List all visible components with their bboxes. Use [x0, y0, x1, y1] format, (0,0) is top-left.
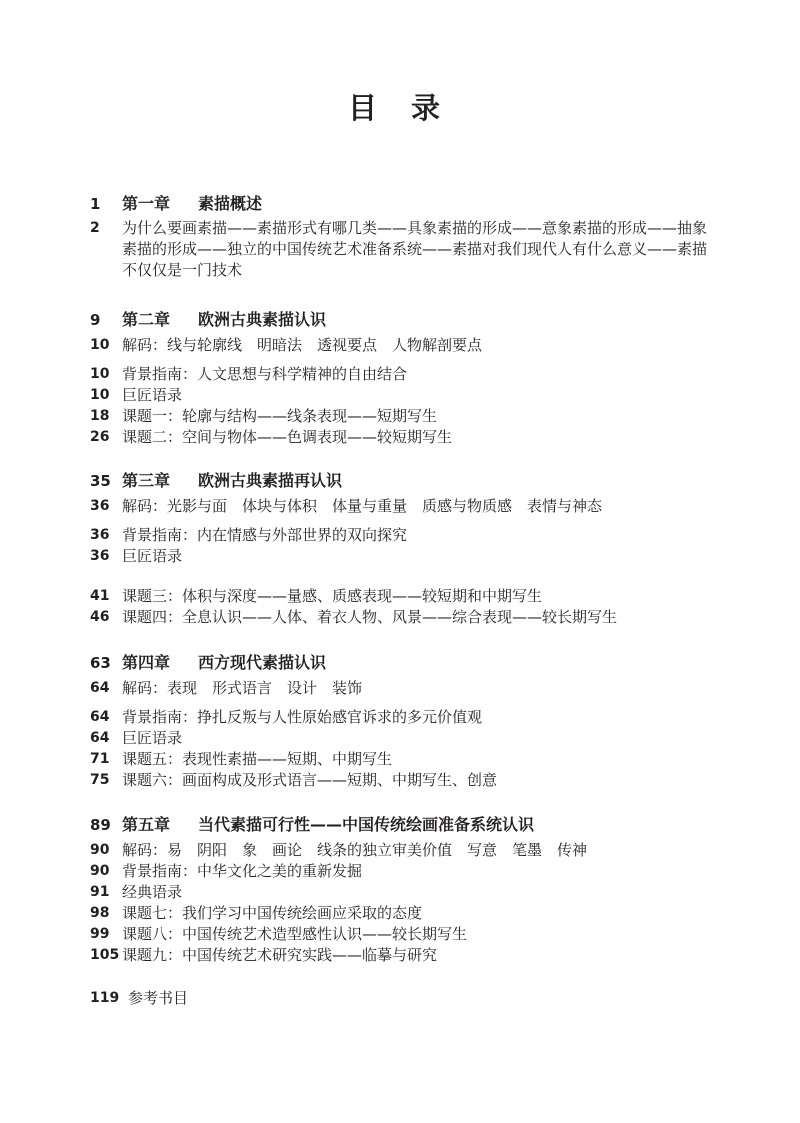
page-number: 63	[90, 654, 111, 672]
page-number: 41	[90, 588, 110, 604]
chapter-title: 欧洲古典素描认识	[198, 310, 327, 329]
chapter-number: 第五章	[122, 815, 171, 834]
page-number: 35	[90, 472, 111, 490]
page-number: 1	[90, 195, 101, 213]
page-number: 64	[90, 709, 110, 725]
entry-text: 课题二：空间与物体——色调表现——较短期写生	[122, 428, 453, 446]
chapter-number: 第二章	[122, 310, 171, 329]
chapter-heading[interactable]	[90, 192, 712, 216]
entry-text: 背景指南：中华文化之美的重新发掘	[122, 862, 363, 880]
page-number: 36	[90, 498, 110, 514]
entry-text: 课题八：中国传统艺术造型感性认识——较长期写生	[122, 925, 468, 943]
entry-text: 参考书目	[128, 989, 189, 1007]
page-number: 89	[90, 816, 111, 834]
chapter-title: 素描概述	[198, 194, 263, 213]
entry-text: 巨匠语录	[122, 729, 183, 747]
entry-text: 巨匠语录	[122, 547, 183, 565]
entry-text: 解码：表现 形式语言 设计 装饰	[122, 679, 363, 697]
chapter-number: 第四章	[122, 653, 171, 672]
entry-text: 背景指南：挣扎反叛与人性原始感官诉求的多元价值观	[122, 708, 483, 726]
entry-text: 经典语录	[122, 883, 183, 901]
entry-text: 课题七：我们学习中国传统绘画应采取的态度	[122, 904, 423, 922]
page-title: 目 录	[347, 91, 453, 125]
page-number: 10	[90, 387, 110, 403]
page-number: 9	[90, 311, 101, 329]
entry-text: 为什么要画素描——素描形式有哪几类——具象素描的形成——意象素描的形成——抽象素描的形成——独立的中国传统艺术准备系统——素描对我们现代人有什么意义——素描不仅仅是一门技术	[122, 219, 708, 279]
entry-text: 背景指南：人文思想与科学精神的自由结合	[122, 365, 408, 383]
chapter-title: 西方现代素描认识	[198, 653, 327, 672]
page-number: 90	[90, 842, 110, 858]
toc-entry[interactable]	[90, 218, 712, 281]
entry-text: 课题四：全息认识——人体、着衣人物、风景——综合表现——较长期写生	[122, 608, 618, 626]
entry-text: 巨匠语录	[122, 386, 183, 404]
page-number: 26	[90, 429, 110, 445]
chapter-number: 第三章	[122, 471, 171, 490]
page-number: 91	[90, 884, 110, 900]
entry-text: 解码：线与轮廓线 明暗法 透视要点 人物解剖要点	[122, 336, 483, 354]
entry-text: 课题一：轮廓与结构——线条表现——短期写生	[122, 407, 438, 425]
page-number: 99	[90, 926, 110, 942]
chapter-number: 第一章	[122, 194, 171, 213]
page-number: 119	[90, 990, 120, 1006]
page-number: 90	[90, 863, 110, 879]
chapter-title: 欧洲古典素描再认识	[198, 471, 343, 490]
page-number: 46	[90, 609, 110, 625]
page-number: 71	[90, 751, 110, 767]
page-number: 36	[90, 548, 110, 564]
entry-text: 课题五：表现性素描——短期、中期写生	[122, 750, 393, 768]
page-number: 10	[90, 337, 110, 353]
entry-text: 解码：易 阴阳 象 画论 线条的独立审美价值 写意 笔墨 传神	[122, 841, 588, 859]
page-number: 64	[90, 730, 110, 746]
page-number: 10	[90, 366, 110, 382]
page-number: 98	[90, 905, 110, 921]
chapter-1	[90, 192, 712, 281]
chapter-title: 当代素描可行性——中国传统绘画准备系统认识	[198, 815, 535, 834]
entry-text: 课题三：体积与深度——量感、质感表现——较短期和中期写生	[122, 587, 543, 605]
page-number: 75	[90, 772, 110, 788]
page-number: 36	[90, 527, 110, 543]
entry-text: 课题九：中国传统艺术研究实践——临摹与研究	[122, 946, 438, 964]
entry-text: 课题六：画面构成及形式语言——短期、中期写生、创意	[122, 771, 498, 789]
entry-text: 解码：光影与面 体块与体积 体量与重量 质感与物质感 表情与神态	[122, 497, 603, 515]
entry-text: 背景指南：内在情感与外部世界的双向探究	[122, 526, 408, 544]
page-number: 105	[90, 947, 120, 963]
page-number: 64	[90, 680, 110, 696]
page-number: 2	[90, 220, 100, 236]
page-number: 18	[90, 408, 110, 424]
